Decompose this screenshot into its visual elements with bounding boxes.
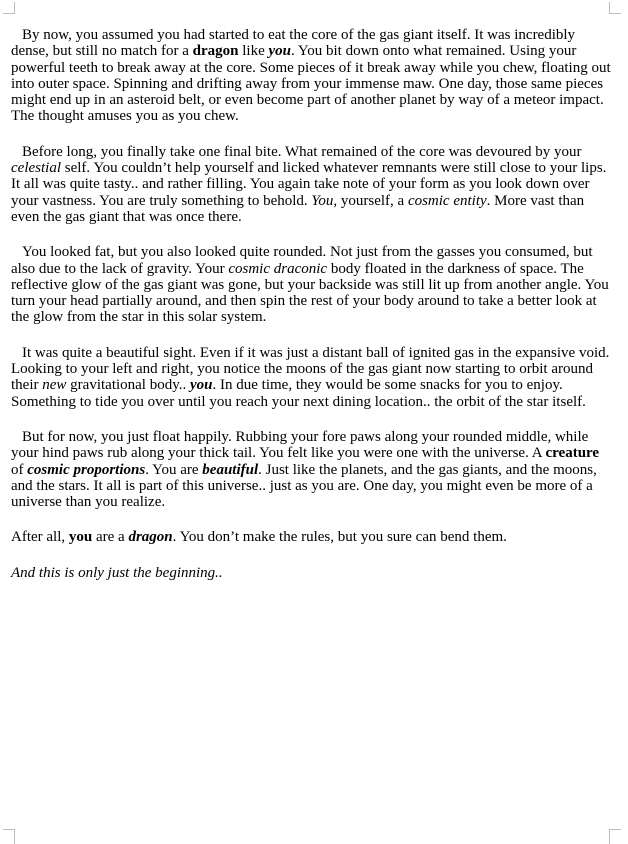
text-run: body floated in the darkness of space. The reflective glow of the gas giant was gone, but your backside was still lit up from another angle. You turn your head partially around, and then spin the rest of your body around to take a better look at the glow from the star in this solar system. [11,260,609,326]
text-run: It was quite a beautiful sight. Even if it was just a distant ball of ignited gas in the expansive void. Looking to your left and right, you notice the moons of the gas giant now starting to orbit around their [11,344,610,394]
text-run: And this is only just the beginning.. [11,564,223,581]
text-run: After all, [11,529,69,546]
paragraph [11,27,613,125]
text-boundary-mark-bottom-left [3,829,15,844]
text-run: creature [545,445,600,462]
paragraph [11,565,613,581]
text-boundary-mark-bottom-right [609,829,621,844]
text-run: you [268,43,291,60]
text-run: By now, you assumed you had started to eat the core of the gas giant itself. It was incredibly dense, but still no match for a [11,27,576,60]
text-run: you [68,529,93,546]
text-run: cosmic draconic [228,260,328,277]
text-run: cosmic proportions [27,461,146,478]
text-run: dragon [128,529,173,546]
text-run: . You don’t make the rules, but you sure can bend them. [172,529,507,546]
text-run: gravitational body.. [66,377,191,394]
text-run: You looked fat, but you also looked quite rounded. Not just from the gasses you consumed, but also due to the lack of gravity. Your [11,244,593,277]
text-run: , yourself, a [333,192,408,209]
paragraph [11,529,613,545]
text-run: You [311,192,334,209]
text-run: But for now, you just float happily. Rubbing your fore paws along your rounded middle, while your hind paws rub along your thick tail. You felt like you were one with the universe. A [11,428,589,462]
text-run: new [42,377,67,394]
text-run: cosmic entity [407,192,487,209]
text-run: celestial [11,160,61,177]
text-run: . You are [145,461,203,478]
text-boundary-mark-top-left [3,2,15,14]
text-run: are a [92,529,129,546]
paragraph [11,345,613,410]
text-run: you [190,377,213,394]
text-run: dragon [192,43,239,60]
text-boundary-mark-top-right [609,2,621,14]
document-text-area[interactable] [11,27,613,600]
text-run: like [238,43,269,60]
text-run: . You bit down onto what remained. Using your powerful teeth to break away at the core. Some pieces of it break away while you chew, floating out into outer space. Spinning and drifting away from your immense maw. One day, those same pieces might end up in an asteroid belt, or even become part of another planet by way of a meteor impact. The thought amuses you as you chew. [11,43,611,125]
text-run: beautiful [202,461,259,478]
text-run: of [11,461,28,478]
text-run: . In due time, they would be some snacks for you to enjoy. Something to tide you over until you reach your next dining location.. the orbit of the star itself. [11,377,586,410]
text-run: self. You couldn’t help yourself and licked whatever remnants were still close to your lips. It all was quite tasty.. and rather filling. You again take note of your form as you look down over your vastness. You are truly something to behold. [11,160,607,209]
text-run: . More vast than even the gas giant that was once there. [11,192,585,225]
paragraph [11,144,613,225]
text-run: . Just like the planets, and the gas giants, and the moons, and the stars. It all is part of this universe.. just as you are. One day, you might even be more of a universe than you realize. [11,461,597,511]
paragraph [11,244,613,325]
paragraph [11,429,613,510]
text-run: Before long, you finally take one final bite. What remained of the core was devoured by your [22,143,582,160]
